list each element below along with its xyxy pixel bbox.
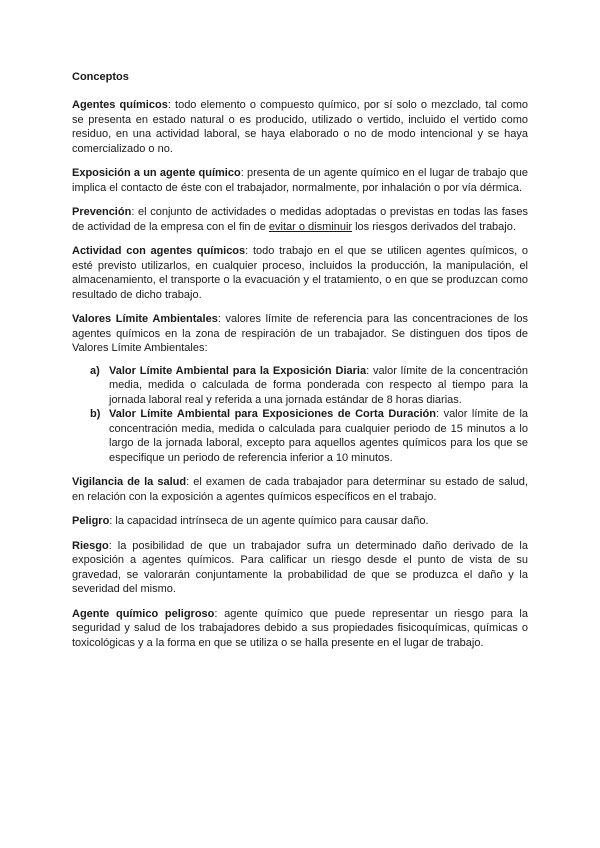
definition-text: : agente químico que puede representar un riesgo para la seguridad y salud de los trabajadores debido a sus propiedades fisicoquímicas, químicas o toxicológicas y a la forma en que se utiliza o se halla presente en el lugar de trabajo. <box>72 607 528 649</box>
page-title: Conceptos <box>72 71 129 83</box>
term-label: Valor Límite Ambiental para la Exposición Diaria <box>109 364 367 377</box>
definition-text: : la posibilidad de que un trabajador sufra un determinado daño derivado de la exposición a agentes químicos. Para calificar un riesgo desde el punto de vista de su gravedad, se valorarán conjuntamente la probabilidad de que se produzca el daño y la severidad del mismo. <box>72 539 528 595</box>
definition-text: : valor límite de la concentración media, medida o calculada para cualquier periodo de 15 minutos a lo largo de la jornada laboral, excepto para aquellos agentes químicos para los que se especifique un periodo de referencia inferior a 10 minutos. <box>109 408 529 464</box>
definition-riesgo <box>72 539 528 597</box>
term-label: Peligro <box>72 515 110 527</box>
definition-agentes-quimicos <box>72 98 528 156</box>
list-item <box>72 364 528 408</box>
term-label: Riesgo <box>72 539 109 552</box>
definition-text: : la capacidad intrínseca de un agente químico para causar daño. <box>109 515 429 527</box>
term-label: Agentes químicos <box>72 99 168 111</box>
definition-text: : valor límite de la concentración media, medida o calculada de forma ponderada con respecto al tiempo para la jornada laboral real y referida a una jornada estándar de 8 horas diarias. <box>109 364 528 406</box>
definition-text: : el examen de cada trabajador para determinar su estado de salud, en relación con la exposición a agentes químicos específicos en el trabajo. <box>72 476 528 503</box>
definition-valores-limite <box>72 312 528 356</box>
definition-text: : todo elemento o compuesto químico, por sí solo o mezclado, tal como se presenta en estado natural o es producido, utilizado o vertido, incluido el vertido como residuo, en una actividad laboral, se haya elaborado o no de modo intencional y se haya comercializado o no. <box>72 99 528 155</box>
definition-text: : el conjunto de actividades o medidas adoptadas o previstas en todas las fases de actividad de la empresa con el fin de <box>72 206 528 233</box>
valores-limite-list <box>72 364 528 466</box>
term-label: Valores Límite Ambientales <box>72 313 218 325</box>
definition-actividad <box>72 244 528 302</box>
definition-exposicion <box>72 166 528 195</box>
list-item <box>72 407 528 465</box>
list-marker: b) <box>90 408 101 420</box>
definition-vigilancia <box>72 475 528 504</box>
term-label: Exposición a un agente químico <box>72 167 241 179</box>
term-label: Valor Límite Ambiental para Exposiciones de Corta Duración <box>109 408 436 420</box>
definition-text: : valores límite de referencia para las concentraciones de los agentes químicos en la zona de respiración de un trabajador. Se distinguen dos tipos de Valores Límite Ambientales: <box>72 313 528 354</box>
term-label: Prevención <box>72 206 132 218</box>
term-label: Agente químico peligroso <box>72 607 215 620</box>
definition-text: : presenta de un agente químico en el lugar de trabajo que implica el contacto de éste con el trabajador, normalmente, por inhalación o por vía dérmica. <box>72 167 528 194</box>
underlined-text: evitar o disminuir <box>268 220 353 233</box>
definition-peligro <box>72 514 528 529</box>
term-label: Vigilancia de la salud <box>72 476 187 488</box>
definition-text: : todo trabajo en el que se utilicen agentes químicos, o esté previsto utilizarlos, en cualquier proceso, incluidos la producción, la manipulación, el almacenamiento, el transporte o la evacuación y el tratamiento, o en que se produzcan como resultado de dicho trabajo. <box>72 245 528 301</box>
list-marker: a) <box>90 364 100 377</box>
term-label: Actividad con agentes químicos <box>72 245 246 257</box>
definition-agente-peligroso <box>72 607 528 651</box>
definition-prevencion <box>72 205 528 234</box>
definition-text: los riesgos derivados del trabajo. <box>352 220 516 233</box>
